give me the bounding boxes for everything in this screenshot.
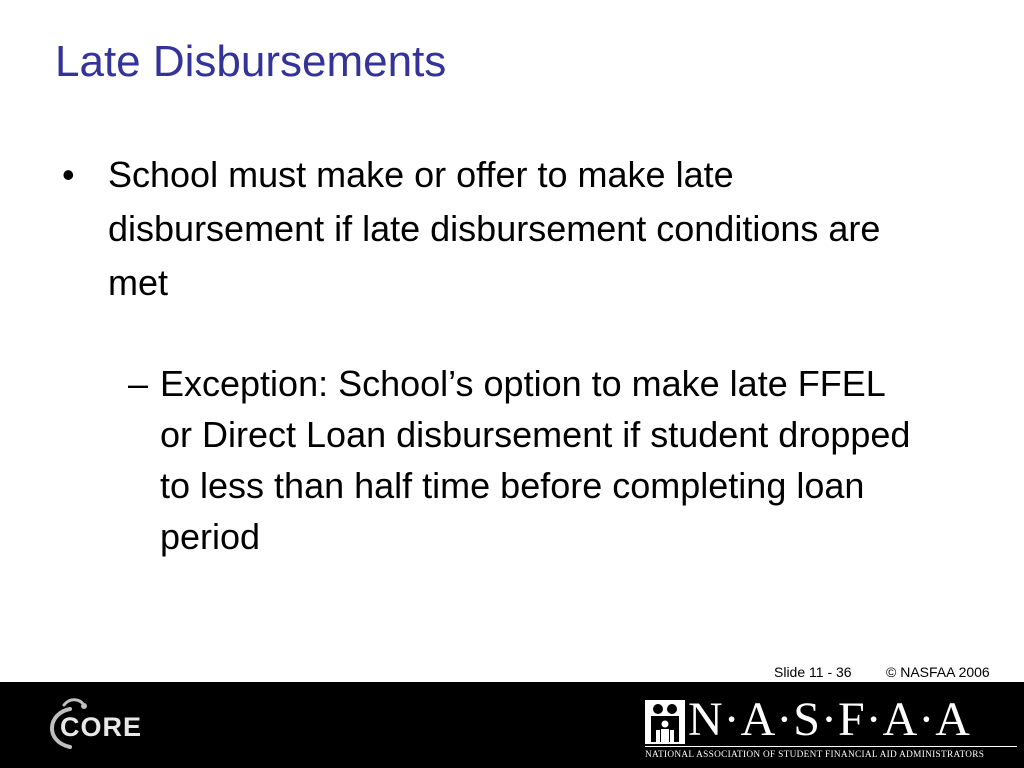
slide-title: Late Disbursements xyxy=(55,37,447,86)
nasfaa-divider xyxy=(645,746,1017,747)
nasfaa-family-icon xyxy=(645,700,685,744)
core-logo-text: CORE xyxy=(60,712,143,742)
nasfaa-logo-text: N·A·S·F·A·A xyxy=(688,693,971,746)
nasfaa-tagline: NATIONAL ASSOCIATION OF STUDENT FINANCIAL AID ADMINISTRATORS xyxy=(645,750,985,760)
slide-number: Slide 11 - 36 xyxy=(774,664,852,680)
bullet-marker: • xyxy=(62,154,75,195)
sub-bullet-marker: – xyxy=(128,363,149,404)
bullet-text: School must make or offer to make late disbursement if late disbursement conditions are met xyxy=(108,154,881,303)
sub-bullet-text: Exception: School’s option to make late FFEL or Direct Loan disbursement if student dropped to less than half time before completing loan period xyxy=(160,363,911,557)
copyright-notice: © NASFAA 2006 xyxy=(886,664,990,680)
